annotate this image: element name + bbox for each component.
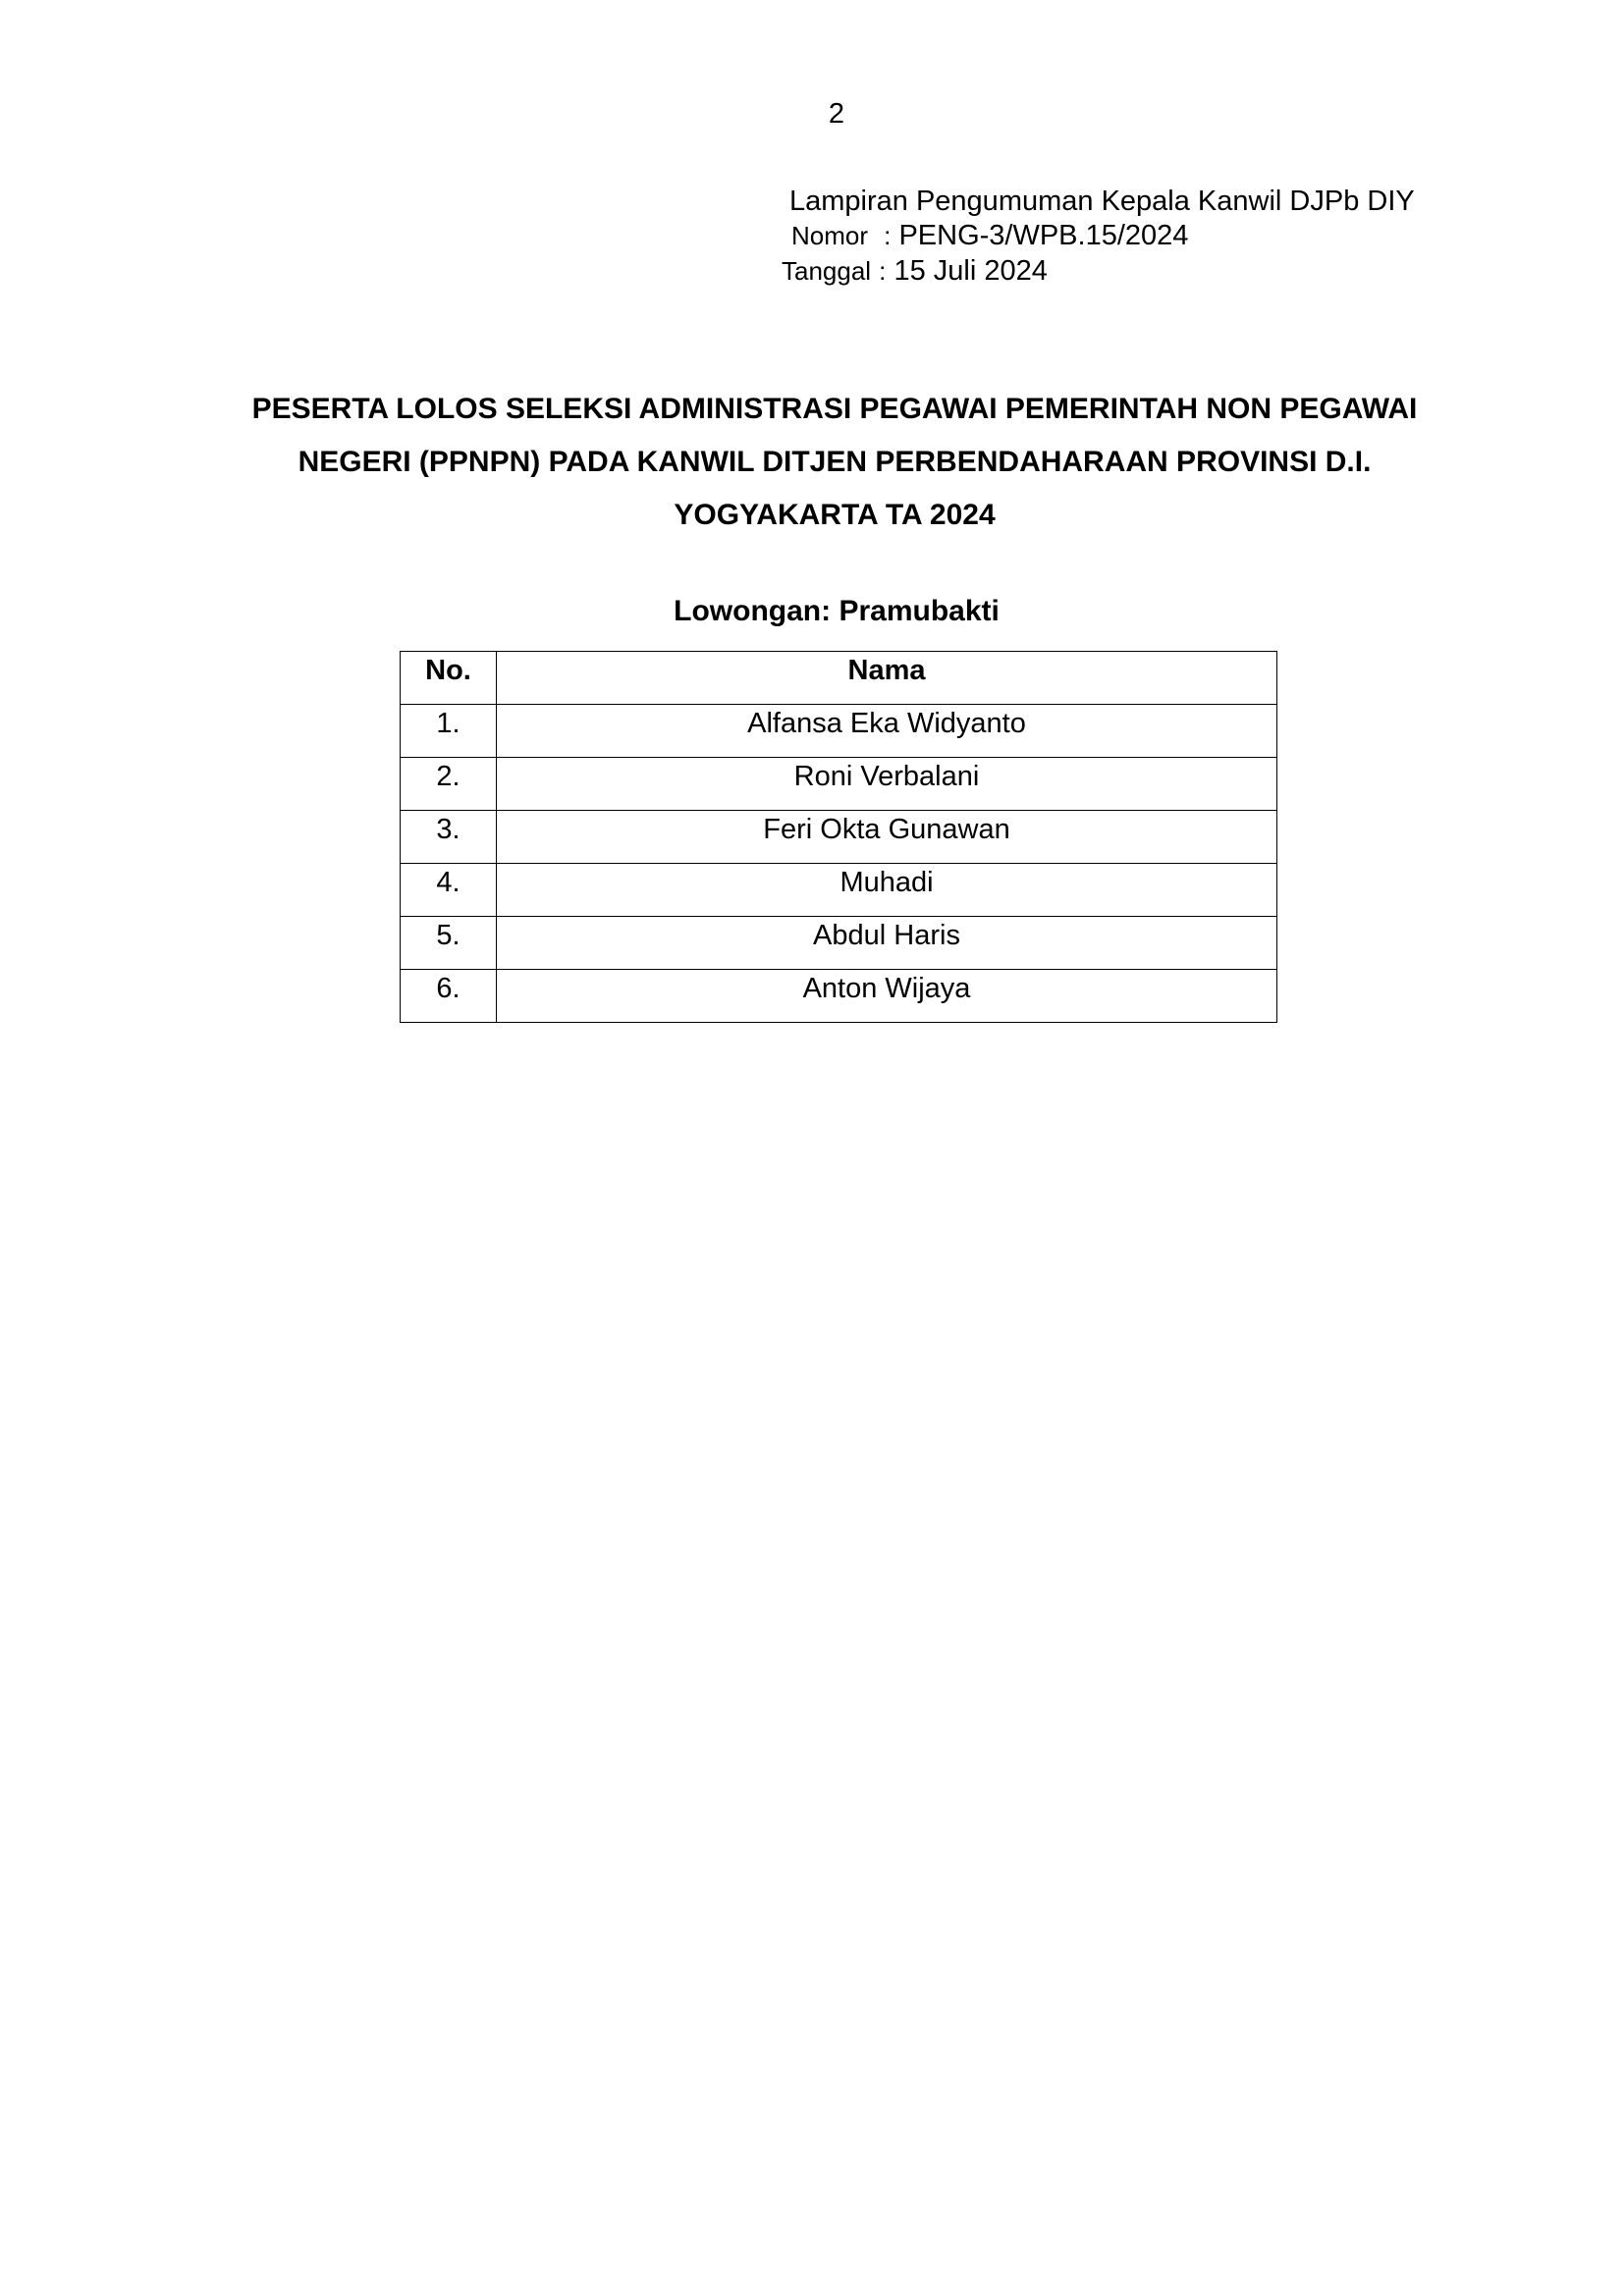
nomor-label: Nomor <box>791 220 869 250</box>
table-header-row <box>401 652 1277 705</box>
document-heading <box>196 383 1473 542</box>
cell-no: 2. <box>401 758 497 811</box>
tanggal-label: Tanggal <box>782 255 872 286</box>
tanggal-separator: : <box>879 255 887 286</box>
attachment-nomor <box>791 219 1415 253</box>
cell-no: 1. <box>401 705 497 758</box>
attachment-title: Lampiran Pengumuman Kepala Kanwil DJPb DIY <box>789 186 1415 217</box>
table-row <box>401 811 1277 864</box>
cell-nama: Muhadi <box>497 864 1277 917</box>
page-number: 2 <box>828 98 845 130</box>
tanggal-value: 15 Juli 2024 <box>893 254 1048 287</box>
cell-nama: Roni Verbalani <box>497 758 1277 811</box>
cell-nama: Feri Okta Gunawan <box>497 811 1277 864</box>
table-row <box>401 970 1277 1023</box>
participants-table <box>400 651 1277 1023</box>
cell-no: 5. <box>401 917 497 970</box>
cell-nama: Alfansa Eka Widyanto <box>497 705 1277 758</box>
heading-line-3: YOGYAKARTA TA 2024 <box>674 499 996 531</box>
cell-nama: Abdul Haris <box>497 917 1277 970</box>
header-no: No. <box>401 652 497 705</box>
attachment-block <box>780 185 1415 288</box>
table-row <box>401 705 1277 758</box>
table-row <box>401 917 1277 970</box>
cell-no: 6. <box>401 970 497 1023</box>
cell-no: 3. <box>401 811 497 864</box>
header-nama: Nama <box>497 652 1277 705</box>
table-row <box>401 864 1277 917</box>
nomor-value: PENG-3/WPB.15/2024 <box>898 219 1189 251</box>
heading-line-1: PESERTA LOLOS SELEKSI ADMINISTRASI PEGAWAI PEMERINTAH NON PEGAWAI <box>251 393 1418 425</box>
vacancy-title: Lowongan: Pramubakti <box>674 595 1000 627</box>
nomor-separator: : <box>884 220 892 250</box>
table-row <box>401 758 1277 811</box>
cell-nama: Anton Wijaya <box>497 970 1277 1023</box>
attachment-tanggal <box>782 254 1415 289</box>
cell-no: 4. <box>401 864 497 917</box>
heading-line-2: NEGERI (PPNPN) PADA KANWIL DITJEN PERBENDAHARAAN PROVINSI D.I. <box>298 446 1372 478</box>
